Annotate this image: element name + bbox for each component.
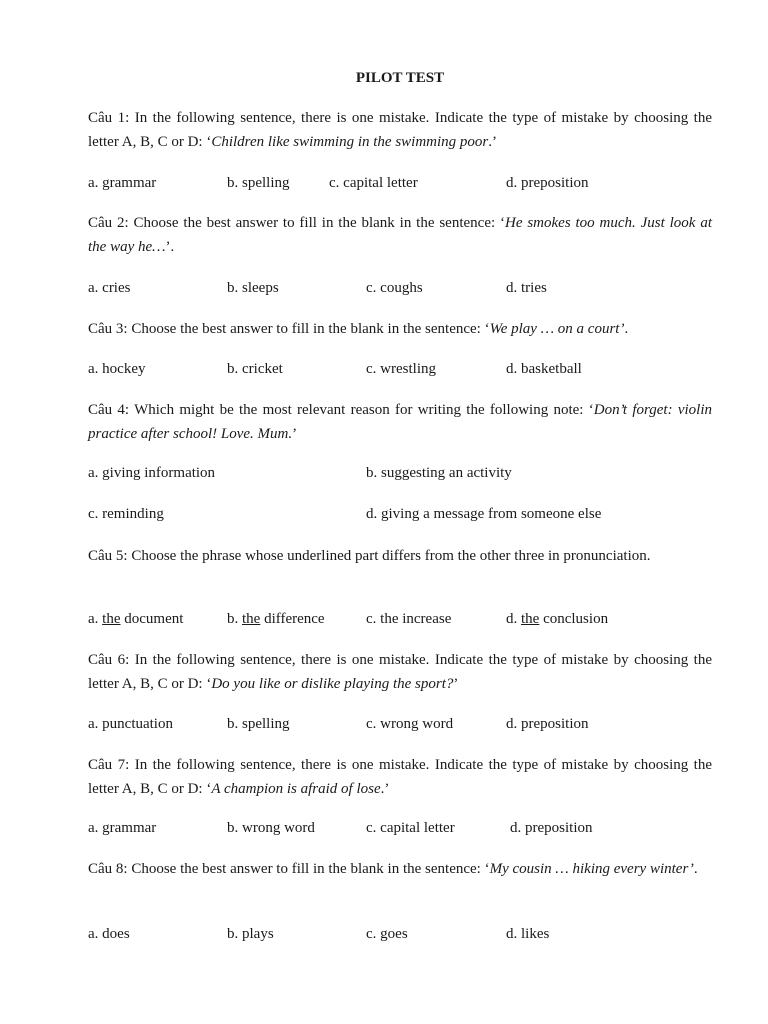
option-b[interactable] bbox=[227, 608, 325, 630]
option-d[interactable]: d. preposition bbox=[510, 820, 593, 836]
option-c[interactable]: c. goes bbox=[366, 926, 408, 942]
underlined-word: the bbox=[102, 611, 121, 627]
question-quote: A champion is afraid of lose bbox=[211, 781, 381, 797]
question-tail: . bbox=[693, 861, 698, 877]
question-7 bbox=[88, 753, 712, 801]
options-3 bbox=[88, 358, 712, 380]
question-tail: . bbox=[624, 321, 629, 337]
question-quote: Children like swimming in the swimming poor bbox=[211, 134, 489, 150]
option-c[interactable]: c. capital letter bbox=[366, 820, 455, 836]
question-label: Câu 4: bbox=[88, 402, 130, 418]
option-a[interactable]: a. punctuation bbox=[88, 716, 173, 732]
options-8 bbox=[88, 923, 712, 945]
option-prefix: a. bbox=[88, 611, 103, 627]
option-c[interactable]: c. wrestling bbox=[366, 361, 436, 377]
option-c[interactable] bbox=[366, 608, 451, 630]
option-suffix: conclusion bbox=[539, 611, 609, 627]
question-1 bbox=[88, 106, 712, 154]
question-stem: Choose the phrase whose underlined part differs from the other three in pronunciation. bbox=[131, 548, 651, 564]
question-tail: ’. bbox=[165, 239, 175, 255]
option-c[interactable]: c. capital letter bbox=[329, 175, 418, 191]
option-suffix: document bbox=[120, 611, 184, 627]
question-tail: ’ bbox=[453, 676, 459, 692]
question-label: Câu 3: bbox=[88, 321, 128, 337]
question-quote: We play … on a court’ bbox=[489, 321, 625, 337]
question-stem: In the following sentence, there is one mistake. Indicate the type of mistake by choosing the letter A, B, C or D: ‘ bbox=[88, 110, 712, 150]
underlined-word: the bbox=[521, 611, 540, 627]
options-6 bbox=[88, 713, 712, 735]
option-prefix: b. bbox=[227, 611, 242, 627]
question-stem: Choose the best answer to fill in the blank in the sentence: ‘ bbox=[131, 861, 490, 877]
question-6 bbox=[88, 648, 712, 696]
option-d[interactable]: d. tries bbox=[506, 280, 547, 296]
question-quote: My cousin … hiking every winter’ bbox=[489, 861, 694, 877]
question-stem: Which might be the most relevant reason for writing the following note: ‘ bbox=[134, 402, 594, 418]
option-b[interactable]: b. cricket bbox=[227, 361, 283, 377]
option-d[interactable]: d. giving a message from someone else bbox=[366, 506, 602, 522]
page-title: PILOT TEST bbox=[355, 70, 445, 86]
option-b[interactable]: b. spelling bbox=[227, 716, 290, 732]
option-a[interactable]: a. does bbox=[88, 926, 130, 942]
option-prefix: d. bbox=[506, 611, 521, 627]
question-quote: Do you like or dislike playing the sport? bbox=[211, 676, 454, 692]
options-4a bbox=[88, 462, 712, 484]
question-quote: He smokes too much. Just look at the way he… bbox=[88, 215, 712, 255]
question-3 bbox=[88, 317, 712, 341]
question-tail: .’ bbox=[488, 134, 498, 150]
option-d[interactable]: d. likes bbox=[506, 926, 550, 942]
question-stem: Choose the best answer to fill in the blank in the sentence: ‘ bbox=[131, 321, 490, 337]
question-2 bbox=[88, 211, 712, 259]
question-label: Câu 2: bbox=[88, 215, 129, 231]
question-label: Câu 7: bbox=[88, 757, 130, 773]
question-5 bbox=[88, 544, 712, 568]
option-a[interactable]: a. cries bbox=[88, 280, 131, 296]
question-quote: Don’t forget: violin practice after school! Love. Mum. bbox=[88, 402, 713, 442]
options-1 bbox=[88, 172, 712, 194]
option-c[interactable]: c. wrong word bbox=[366, 716, 454, 732]
option-d[interactable]: d. basketball bbox=[506, 361, 582, 377]
option-a[interactable]: a. hockey bbox=[88, 361, 146, 377]
option-a[interactable]: a. grammar bbox=[88, 820, 157, 836]
option-a[interactable] bbox=[88, 608, 183, 630]
options-2 bbox=[88, 277, 712, 299]
option-d[interactable] bbox=[506, 608, 608, 630]
question-label: Câu 5: bbox=[88, 548, 128, 564]
options-4b bbox=[88, 503, 712, 525]
option-a[interactable]: a. giving information bbox=[88, 465, 216, 481]
question-8 bbox=[88, 857, 712, 881]
option-c[interactable]: c. coughs bbox=[366, 280, 423, 296]
question-tail: ’ bbox=[292, 426, 298, 442]
question-tail: .’ bbox=[380, 781, 390, 797]
option-d[interactable]: d. preposition bbox=[506, 716, 589, 732]
option-b[interactable]: b. suggesting an activity bbox=[366, 465, 512, 481]
option-d[interactable]: d. preposition bbox=[506, 175, 589, 191]
question-label: Câu 8: bbox=[88, 861, 128, 877]
question-stem: In the following sentence, there is one mistake. Indicate the type of mistake by choosing the letter A, B, C or D: ‘ bbox=[88, 652, 712, 692]
option-suffix: difference bbox=[260, 611, 325, 627]
option-b[interactable]: b. wrong word bbox=[227, 820, 315, 836]
option-b[interactable]: b. plays bbox=[227, 926, 274, 942]
option-prefix: c. the increase bbox=[366, 611, 452, 627]
option-b[interactable]: b. sleeps bbox=[227, 280, 279, 296]
question-label: Câu 6: bbox=[88, 652, 130, 668]
question-label: Câu 1: bbox=[88, 110, 130, 126]
options-5 bbox=[88, 608, 712, 630]
question-stem: In the following sentence, there is one mistake. Indicate the type of mistake by choosing the letter A, B, C or D: ‘ bbox=[88, 757, 712, 797]
question-stem: Choose the best answer to fill in the blank in the sentence: ‘ bbox=[133, 215, 505, 231]
option-a[interactable]: a. grammar bbox=[88, 175, 157, 191]
options-7 bbox=[88, 817, 712, 839]
question-4 bbox=[88, 398, 712, 446]
option-c[interactable]: c. reminding bbox=[88, 506, 164, 522]
underlined-word: the bbox=[242, 611, 261, 627]
option-b[interactable]: b. spelling bbox=[227, 175, 290, 191]
